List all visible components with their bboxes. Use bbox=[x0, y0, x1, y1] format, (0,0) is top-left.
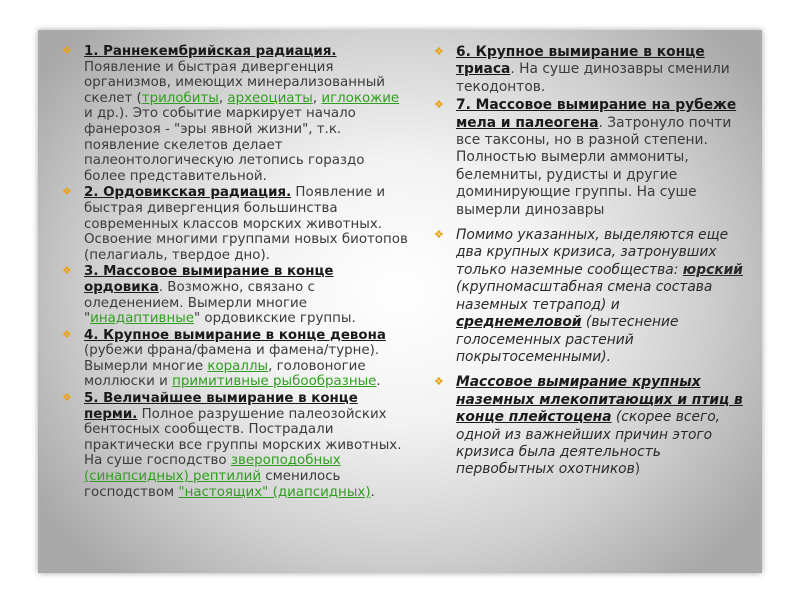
left-column bbox=[56, 44, 408, 501]
item-2-heading: 2. Ордовикская радиация. bbox=[84, 185, 292, 201]
item-9-text: (скорее всего, одной из важнейших причин этого кризиса была деятельность первобытных охотников bbox=[456, 409, 721, 478]
item-4-text: (рубежи франа/фамена и фамена/турне). Вымерли многие bbox=[84, 343, 380, 374]
list-item-6 bbox=[428, 44, 748, 96]
diamond-bullet-icon: ❖ bbox=[62, 391, 72, 405]
item-6-text: . На суше динозавры сменили текодонтов. bbox=[456, 61, 730, 95]
list-item-2 bbox=[56, 185, 408, 263]
link-synapsid-reptiles[interactable]: звероподобных (синапсидных) рептилий bbox=[84, 453, 341, 485]
list-item-5: ❖ 5. Величайшее вымирание в конце перми. Полное разрушение палеозойских бентосных сообществ. Пострадали практически все группы морских животных. На суше господство звероподобных (синапсидных) рептилий сменилось господством "настоящих" (диапсидных). bbox=[62, 391, 402, 500]
item-3-text: . Возможно, связано с оледенением. Вымерли многие " bbox=[84, 279, 315, 327]
link-corals[interactable]: кораллы bbox=[207, 358, 269, 374]
middle-cretaceous-term: среднемеловой bbox=[456, 314, 582, 331]
item-6-heading: 6. Крупное вымирание в конце триаса bbox=[456, 44, 705, 78]
list-item-7 bbox=[428, 97, 748, 219]
diamond-bullet-icon: ❖ bbox=[62, 44, 72, 57]
item-9-heading: Массовое вымирание крупных наземных млекопитающих и птиц в конце плейстоцена bbox=[456, 374, 743, 426]
diamond-bullet-icon: ❖ bbox=[62, 327, 72, 341]
item-5-text: Полное разрушение палеозойских бентосных сообществ. Пострадали практически все группы морских животных. На суше господство bbox=[84, 406, 402, 469]
list-item-8: ❖ Помимо указанных, выделяются еще два крупных кризиса, затронувших только наземные сообщества: юрский (крупномасштабная смена состава наземных тетрапод) и среднемеловой (вытеснение голосеменных растений покрытосеменными). bbox=[434, 227, 743, 365]
list-item-1: ❖ 1. Раннекембрийская радиация. Появление и быстрая дивергенция организмов, имеющих минерализованный скелет (трилобиты, археоциаты, иглокожие и др.). Это событие маркирует начало фанерозоя - "эры явной жизни", т.к. появление скелетов делает палеонтологическую летопись гораздо более представительной. bbox=[62, 44, 400, 184]
item-5-heading: 5. Величайшее вымирание в конце перми. bbox=[84, 391, 358, 422]
item-1-heading: 1. Раннекембрийская радиация. bbox=[84, 44, 337, 59]
item-2-text: Появление и быстрая дивергенция большинства современных классов морских животных. Освоение многими группами новых биотопов (пелагиаль, твердое дно). bbox=[84, 185, 408, 263]
link-echinoderms[interactable]: иглокожие bbox=[321, 90, 400, 106]
right-column bbox=[428, 44, 748, 480]
link-primitive-fish[interactable]: примитивные рыбообразные bbox=[172, 374, 377, 390]
link-inadaptive[interactable]: инадаптивные bbox=[90, 311, 195, 327]
list-item-3: ❖ 3. Массовое вымирание в конце ордовика. Возможно, связано с оледенением. Вымерли многие "инадаптивные" ордовикские группы. bbox=[62, 264, 356, 327]
link-trilobites[interactable]: трилобиты bbox=[141, 90, 219, 106]
item-3-heading: 3. Массовое вымирание в конце ордовика bbox=[84, 264, 334, 295]
link-diapsids[interactable]: "настоящих" (диапсидных) bbox=[178, 484, 371, 500]
diamond-bullet-icon: ❖ bbox=[62, 264, 72, 278]
diamond-bullet-icon: ❖ bbox=[434, 375, 444, 389]
slide bbox=[38, 30, 762, 573]
item-7-heading: 7. Массовое вымирание на рубеже мела и палеогена bbox=[456, 97, 737, 131]
item-1-text: Появление и быстрая дивергенция организмов, имеющих минерализованный скелет ( bbox=[84, 59, 385, 106]
item-7-text: . Затронуло почти все таксоны, но в разной степени. Полностью вымерли аммониты, белемниты, рудисты и другие доминирующие группы. На суше вымерли динозавры bbox=[456, 114, 732, 218]
list-item-9: ❖ Массовое вымирание крупных наземных млекопитающих и птиц в конце плейстоцена (скорее всего, одной из важнейших причин этого кризиса была деятельность первобытных охотников) bbox=[434, 374, 743, 478]
list-item-4: ❖ 4. Крупное вымирание в конце девона (рубежи франа/фамена и фамена/турне). Вымерли многие кораллы, головоногие моллюски и примитивные рыбообразные. bbox=[62, 327, 386, 390]
item-4-heading: 4. Крупное вымирание в конце девона bbox=[84, 327, 386, 343]
item-8-text: Помимо указанных, выделяются еще два крупных кризиса, затронувших только наземные сообщества: bbox=[456, 227, 729, 278]
diamond-bullet-icon: ❖ bbox=[434, 45, 444, 58]
link-jurassic[interactable]: юрский bbox=[682, 261, 743, 278]
link-archaeocyatha[interactable]: археоциаты bbox=[227, 90, 313, 106]
diamond-bullet-icon: ❖ bbox=[434, 228, 444, 242]
diamond-bullet-icon: ❖ bbox=[434, 98, 444, 112]
diamond-bullet-icon: ❖ bbox=[62, 185, 72, 199]
